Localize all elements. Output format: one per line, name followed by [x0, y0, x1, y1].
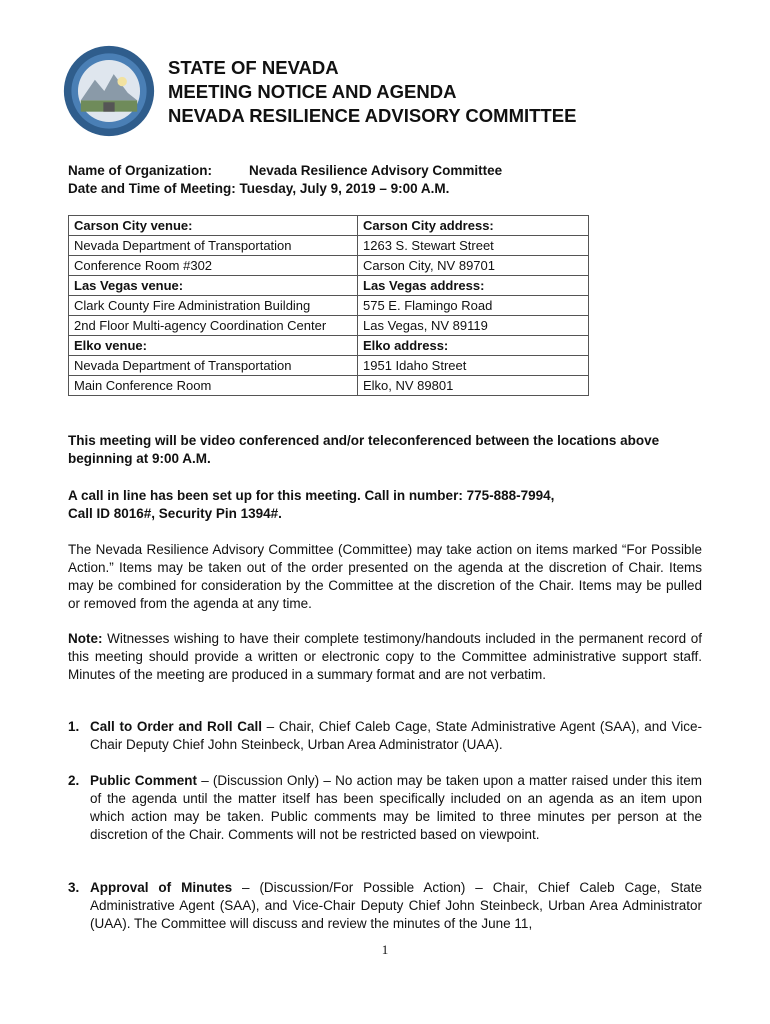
title-line-notice: MEETING NOTICE AND AGENDA [168, 81, 457, 102]
venues-table [68, 215, 589, 396]
venue-cell: Conference Room #302 [69, 256, 358, 276]
videoconference-notice: This meeting will be video conferenced and/or teleconferenced between the locations above beginning at 9:00 A.M. [68, 433, 660, 466]
venue-row [69, 316, 589, 336]
note-text: Witnesses wishing to have their complete testimony/handouts included in the permanent record of this meeting should provide a written or electronic copy to the Committee administrative support staff. Minutes of the meeting are produced in a summary format and are not verbatim. [68, 631, 702, 682]
venue-header-row [69, 336, 589, 356]
title-line-state: STATE OF NEVADA [168, 57, 339, 78]
venue-header-row [69, 216, 589, 236]
agenda-item-title: Call to Order and Roll Call [90, 719, 262, 734]
venue-row [69, 296, 589, 316]
agenda-item [68, 772, 702, 844]
venue-row [69, 356, 589, 376]
date-label: Date and Time of Meeting: [68, 181, 236, 196]
agenda-item [68, 718, 702, 754]
venue-row [69, 236, 589, 256]
venue-cell: 2nd Floor Multi-agency Coordination Center [69, 316, 358, 336]
venue-row [69, 256, 589, 276]
call-in-line-2: Call ID 8016#, Security Pin 1394#. [68, 506, 282, 521]
venue-cell: Main Conference Room [69, 376, 358, 396]
title-line-committee: NEVADA RESILIENCE ADVISORY COMMITTEE [168, 105, 577, 126]
page-number: 1 [381, 942, 389, 957]
agenda-item-text: – Chair, Chief Caleb Cage, State Administrative Agent (SAA), and Vice-Chair Deputy Chief John Steinbeck, Urban Area Administrator (UAA). [90, 719, 702, 752]
meeting-meta [68, 162, 502, 198]
venue-cell: Clark County Fire Administration Building [69, 296, 358, 316]
document-title [168, 56, 576, 128]
nevada-state-seal-icon [62, 44, 156, 138]
address-cell: Carson City, NV 89701 [358, 256, 589, 276]
venue-cell: Nevada Department of Transportation [69, 236, 358, 256]
venue-cell: Las Vegas venue: [69, 276, 358, 296]
venue-header-row [69, 276, 589, 296]
address-cell: Carson City address: [358, 216, 589, 236]
agenda-item-title: Approval of Minutes [90, 880, 233, 895]
address-cell: 575 E. Flamingo Road [358, 296, 589, 316]
intro-paragraph: The Nevada Resilience Advisory Committee (Committee) may take action on items marked “For Possible Action.” Items may be taken out of the order presented on the agenda at the discretion of Chair. Items may be combined for consideration by the Committee at the discretion of the Chair. Items may be pulled or removed from the agenda at any time. [68, 542, 702, 611]
address-cell: Elko, NV 89801 [358, 376, 589, 396]
note-paragraph [68, 630, 702, 684]
agenda-item-text: – (Discussion/For Possible Action) – Chair, Chief Caleb Cage, State Administrative Agent (SAA), and Vice-Chair Deputy Chief John Steinbeck, Urban Area Administrator (UAA). The Committee will discuss and review the minutes of the June 11, [90, 880, 702, 931]
call-in-notice [68, 487, 702, 523]
venue-cell: Carson City venue: [69, 216, 358, 236]
org-value: Nevada Resilience Advisory Committee [249, 163, 503, 178]
agenda-item-text: – (Discussion Only) – No action may be taken upon a matter raised under this item of the agenda until the matter itself has been specifically included on an agenda as an item upon which action may be taken. Public comments may be limited to three minutes per person at the discretion of the Chair. Comments will not be restricted based on viewpoint. [90, 773, 702, 842]
address-cell: Elko address: [358, 336, 589, 356]
note-label: Note: [68, 631, 103, 646]
address-cell: 1951 Idaho Street [358, 356, 589, 376]
address-cell: Las Vegas address: [358, 276, 589, 296]
date-value: Tuesday, July 9, 2019 – 9:00 A.M. [239, 181, 450, 196]
org-label: Name of Organization: [68, 163, 213, 178]
venue-cell: Elko venue: [69, 336, 358, 356]
address-cell: 1263 S. Stewart Street [358, 236, 589, 256]
venue-cell: Nevada Department of Transportation [69, 356, 358, 376]
agenda-item-number: 2. [68, 773, 80, 788]
agenda-item [68, 879, 702, 933]
address-cell: Las Vegas, NV 89119 [358, 316, 589, 336]
venue-row [69, 376, 589, 396]
call-in-line-1: A call in line has been set up for this meeting. Call in number: 775-888-7994, [68, 488, 555, 503]
agenda-item-number: 1. [68, 719, 80, 734]
agenda-item-number: 3. [68, 880, 80, 895]
agenda-item-title: Public Comment [90, 773, 197, 788]
